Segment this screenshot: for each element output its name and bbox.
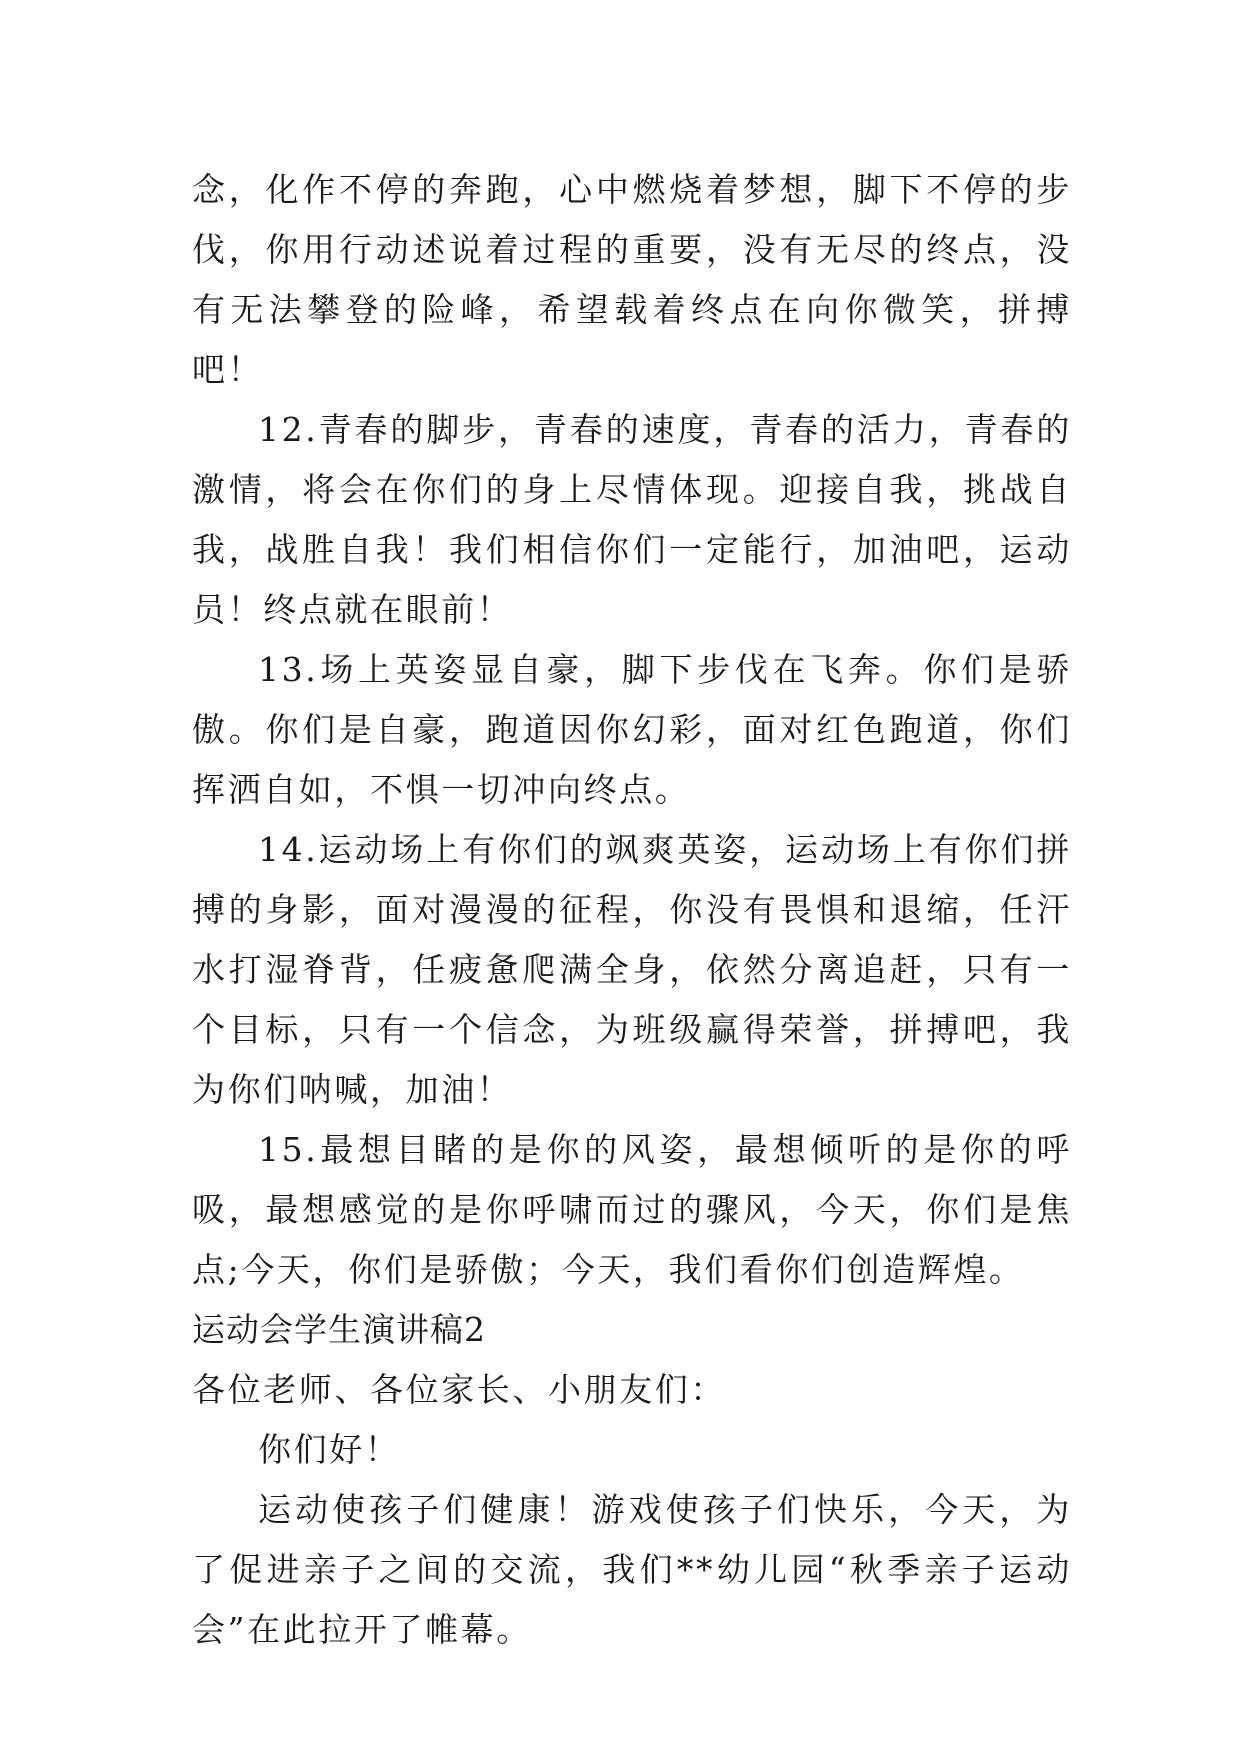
paragraph-13: 13.场上英姿显自豪，脚下步伐在飞奔。你们是骄傲。你们是自豪，跑道因你幻彩，面对红色跑道，你们挥洒自如，不惧一切冲向终点。 [192, 650, 1072, 809]
closing-paragraph: 运动使孩子们健康！游戏使孩子们快乐，今天，为了促进亲子之间的交流，我们**幼儿园“秋季亲子运动会”在此拉开了帷幕。 [192, 1490, 1072, 1649]
greeting: 你们好！ [258, 1430, 401, 1469]
paragraph-continued: 念，化作不停的奔跑，心中燃烧着梦想，脚下不停的步伐，你用行动述说着过程的重要，没有无尽的终点，没有无法攀登的险峰，希望载着终点在向你微笑，拼搏吧！ [192, 170, 1072, 389]
section-title: 运动会学生演讲稿2 [192, 1310, 486, 1349]
paragraph-12: 12.青春的脚步，青春的速度，青春的活力，青春的激情，将会在你们的身上尽情体现。迎接自我，挑战自我，战胜自我！我们相信你们一定能行，加油吧，运动员！终点就在眼前！ [192, 410, 1072, 629]
paragraph-15: 15.最想目睹的是你的风姿，最想倾听的是你的呼吸，最想感觉的是你呼啸而过的骤风，今天，你们是焦点;今天，你们是骄傲；今天，我们看你们创造辉煌。 [192, 1130, 1072, 1289]
salutation: 各位老师、各位家长、小朋友们： [192, 1370, 726, 1409]
document-body [192, 160, 1072, 1660]
paragraph-14: 14.运动场上有你们的飒爽英姿，运动场上有你们拼搏的身影，面对漫漫的征程，你没有畏惧和退缩，任汗水打湿脊背，任疲惫爬满全身，依然分离追赶，只有一个目标，只有一个信念，为班级赢得荣誉，拼搏吧，我为你们呐喊，加油！ [192, 830, 1072, 1109]
